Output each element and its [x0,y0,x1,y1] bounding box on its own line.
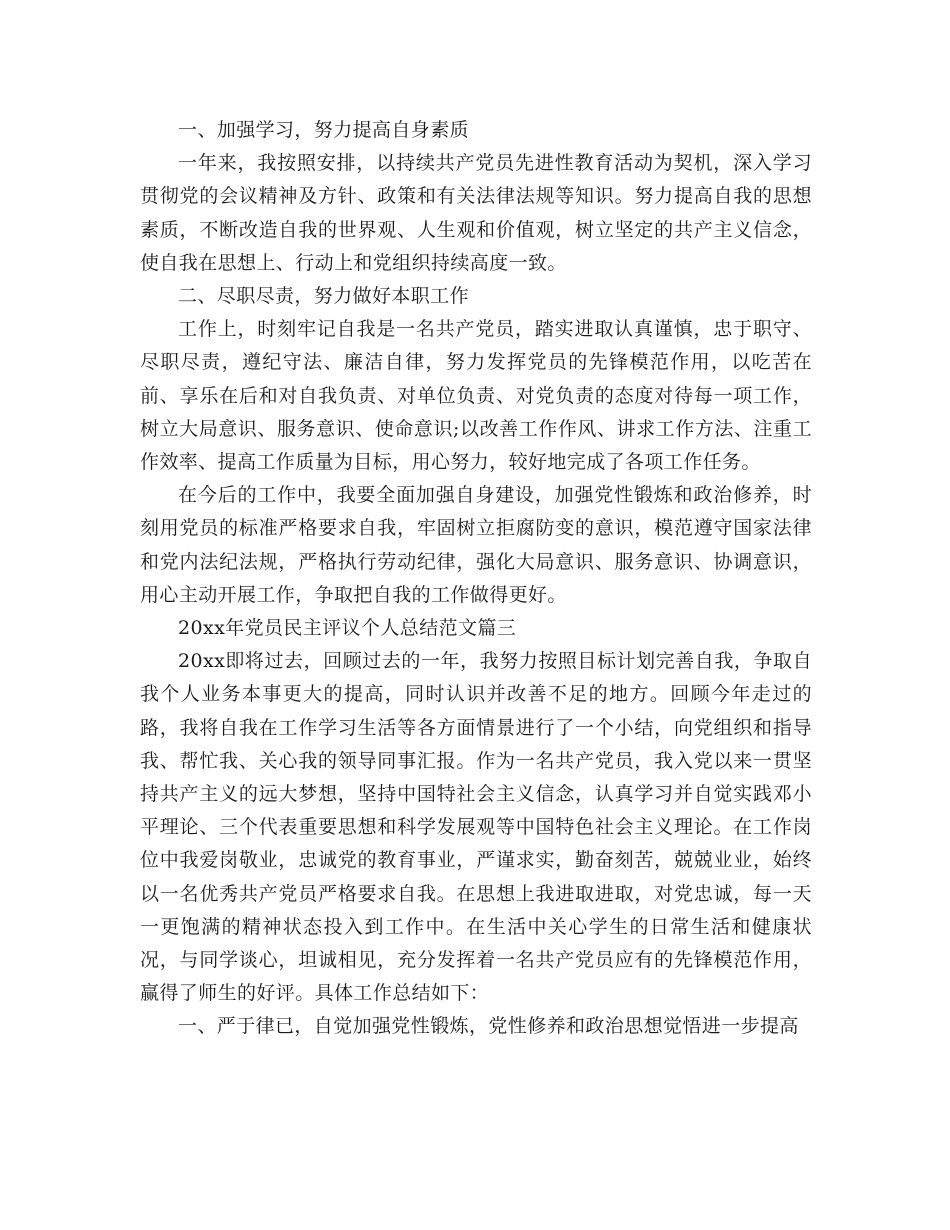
section-heading-2: 二、尽职尽责，努力做好本职工作 [178,285,470,308]
body-paragraph-1: 一年来，我按照安排，以持续共产党员先进性教育活动为契机，深入学习贯彻党的会议精神及方针、政策和有关法律法规等知识。努力提高自我的思想素质，不断改造自我的世界观、人生观和价值观，树立坚定的共产主义信念，使自我在思想上、行动上和党组织持续高度一致。 [140,152,812,274]
body-paragraph-4: 20xx即将过去，回顾过去的一年，我努力按照目标计划完善自我，争取自我个人业务本事更大的提高，同时认识并改善不足的地方。回顾今年走过的路，我将自我在工作学习生活等各方面情景进行了一个小结，向党组织和指导我、帮忙我、关心我的领导同事汇报。作为一名共产党员，我入党以来一贯坚持共产主义的远大梦想，坚持中国特社会主义信念，认真学习并自觉实践邓小平理论、三个代表重要思想和科学发展观等中国特色社会主义理论。在工作岗位中我爱岗敬业，忠诚党的教育事业，严谨求实，勤奋刻苦，兢兢业业，始终以一名优秀共产党员严格要求自我。在思想上我进取进取，对党忠诚，每一天一更饱满的精神状态投入到工作中。在生活中关心学生的日常生活和健康状况，与同学谈心，坦诚相见，充分发挥着一名共产党员应有的先锋模范作用，赢得了师生的好评。具体工作总结如下： [140,650,812,1005]
body-paragraph-2: 工作上，时刻牢记自我是一名共产党员，踏实进取认真谨慎，忠于职守、尽职尽责，遵纪守法、廉洁自律，努力发挥党员的先锋模范作用，以吃苦在前、享乐在后和对自我负责、对单位负责、对党负责的态度对待每一项工作，树立大局意识、服务意识、使命意识;以改善工作作风、讲求工作方法、注重工作效率、提高工作质量为目标，用心努力，较好地完成了各项工作任务。 [140,318,812,474]
section-heading-3: 一、严于律已，自觉加强党性锻炼，党性修养和政治思想觉悟进一步提高 [178,1015,799,1038]
article-title: 20xx年党员民主评议个人总结范文篇三 [178,617,517,640]
body-paragraph-3: 在今后的工作中，我要全面加强自身建设，加强党性锻炼和政治修养，时刻用党员的标准严格要求自我，牢固树立拒腐防变的意识，模范遵守国家法律和党内法纪法规，严格执行劳动纪律，强化大局意识、服务意识、协调意识，用心主动开展工作，争取把自我的工作做得更好。 [140,484,812,606]
document-body [140,114,812,1044]
section-heading-1: 一、加强学习，努力提高自身素质 [178,119,470,141]
